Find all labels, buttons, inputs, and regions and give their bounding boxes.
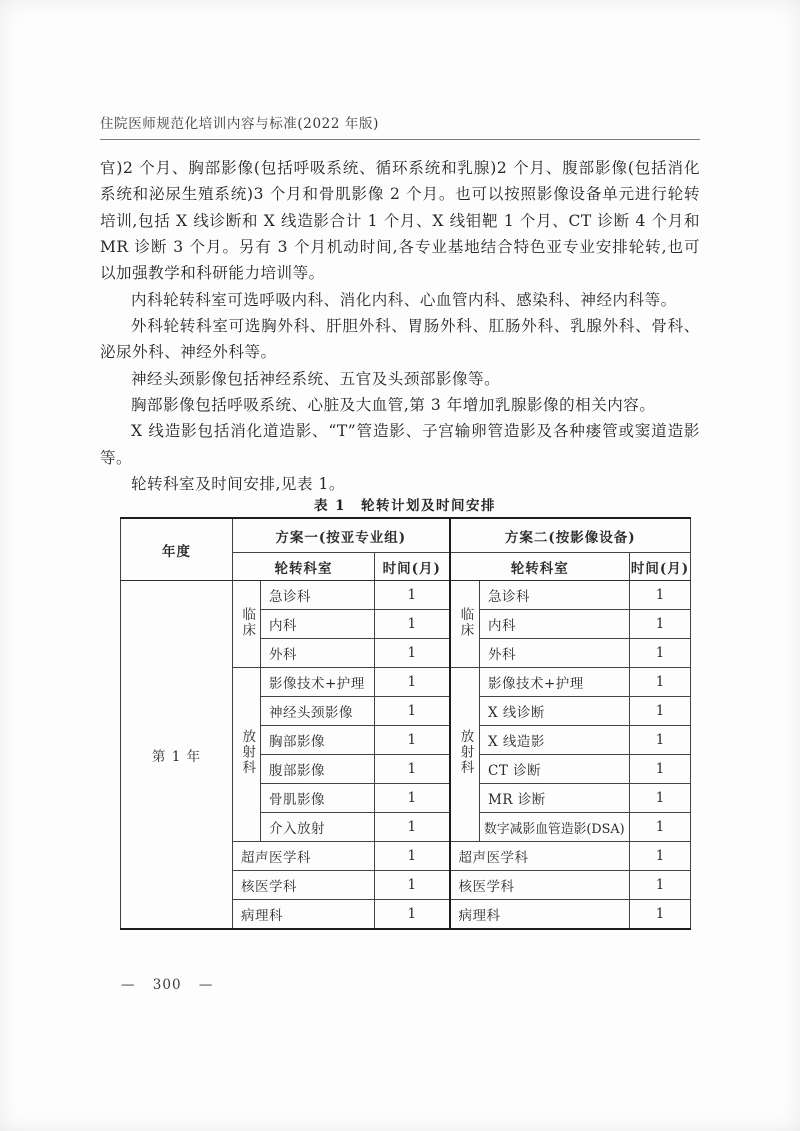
paragraph: X 线造影包括消化道造影、“T”管造影、子宫输卵管造影及各种瘘管或窦道造影等。 xyxy=(100,422,700,467)
time-cell: 1 xyxy=(375,639,450,668)
dept-cell: 急诊科 xyxy=(480,581,630,610)
time-cell: 1 xyxy=(630,813,691,842)
dept-cell: 胸部影像 xyxy=(261,726,375,755)
dept-cell: 超声医学科 xyxy=(233,842,375,871)
body-text xyxy=(100,155,700,497)
dept-cell: 数字减影血管造影(DSA) xyxy=(480,813,630,842)
time-cell: 1 xyxy=(375,697,450,726)
time-cell: 1 xyxy=(630,784,691,813)
paragraph: 官)2 个月、胸部影像(包括呼吸系统、循环系统和乳腺)2 个月、腹部影像(包括消化系统和泌尿生殖系统)3 个月和骨肌影像 2 个月。也可以按照影像设备单元进行轮转培训,包括 X 线诊断和 X 线造影合计 1 个月、X 线钼靶 1 个月、CT 诊断 4 个月和 MR 诊断 3 个月。另有 3 个月机动时间,各专业基地结合特色亚专业安排轮转,也可以加强教学和科研能力培训等。 xyxy=(100,159,700,283)
time-cell: 1 xyxy=(375,871,450,900)
time-cell: 1 xyxy=(630,610,691,639)
dept-cell: 核医学科 xyxy=(233,871,375,900)
dept-cell: 介入放射 xyxy=(261,813,375,842)
dept-cell: 影像技术+护理 xyxy=(480,668,630,697)
time-cell: 1 xyxy=(630,755,691,784)
plan1-dept-header-cell: 轮转科室 xyxy=(233,553,375,581)
plan2-dept-header-cell: 轮转科室 xyxy=(450,553,630,581)
dept-cell: 神经头颈影像 xyxy=(261,697,375,726)
page-number: — 300 — xyxy=(121,977,214,993)
time-cell: 1 xyxy=(375,900,450,930)
group-label: 临床 xyxy=(457,606,474,638)
plan2-group-radiology-cell xyxy=(450,668,480,842)
time-cell: 1 xyxy=(630,581,691,610)
time-cell: 1 xyxy=(630,842,691,871)
time-cell: 1 xyxy=(630,668,691,697)
time-cell: 1 xyxy=(375,726,450,755)
group-label: 放射科 xyxy=(457,729,474,776)
plan2-title-cell: 方案二(按影像设备) xyxy=(450,518,691,553)
time-cell: 1 xyxy=(630,900,691,930)
plan1-title-cell: 方案一(按亚专业组) xyxy=(233,518,450,553)
paragraph: 外科轮转科室可选胸外科、肝胆外科、胃肠外科、肛肠外科、乳腺外科、骨科、泌尿外科、神经外科等。 xyxy=(100,317,700,362)
dept-cell: 急诊科 xyxy=(261,581,375,610)
group-label: 放射科 xyxy=(239,729,256,776)
dept-cell: X 线诊断 xyxy=(480,697,630,726)
dept-cell: MR 诊断 xyxy=(480,784,630,813)
plan2-time-header-cell: 时间(月) xyxy=(630,553,691,581)
year-header-cell: 年度 xyxy=(121,518,233,581)
dept-cell: 外科 xyxy=(261,639,375,668)
plan1-group-clinical-cell xyxy=(233,581,261,668)
dept-cell: 内科 xyxy=(261,610,375,639)
dept-cell: 核医学科 xyxy=(450,871,630,900)
time-cell: 1 xyxy=(630,639,691,668)
table-row xyxy=(121,581,691,610)
dept-cell: 外科 xyxy=(480,639,630,668)
dept-cell: X 线造影 xyxy=(480,726,630,755)
paragraph: 神经头颈影像包括神经系统、五官及头颈部影像等。 xyxy=(131,369,501,388)
dept-cell: 影像技术+护理 xyxy=(261,668,375,697)
rotation-schedule-table xyxy=(120,517,691,930)
time-cell: 1 xyxy=(630,871,691,900)
time-cell: 1 xyxy=(375,842,450,871)
group-label: 临床 xyxy=(239,606,256,638)
time-cell: 1 xyxy=(375,581,450,610)
time-cell: 1 xyxy=(375,610,450,639)
time-cell: 1 xyxy=(375,784,450,813)
paragraph: 胸部影像包括呼吸系统、心脏及大血管,第 3 年增加乳腺影像的相关内容。 xyxy=(131,396,656,415)
header-rule xyxy=(100,139,700,140)
time-cell: 1 xyxy=(375,668,450,697)
dept-cell: CT 诊断 xyxy=(480,755,630,784)
plan1-time-header-cell: 时间(月) xyxy=(375,553,450,581)
table-header-row-1 xyxy=(121,518,691,553)
paragraph: 轮转科室及时间安排,见表 1。 xyxy=(131,475,345,494)
plan2-group-clinical-cell xyxy=(450,581,480,668)
dept-cell: 超声医学科 xyxy=(450,842,630,871)
dept-cell: 内科 xyxy=(480,610,630,639)
time-cell: 1 xyxy=(375,755,450,784)
plan1-group-radiology-cell xyxy=(233,668,261,842)
year-value-cell: 第 1 年 xyxy=(121,581,233,930)
dept-cell: 病理科 xyxy=(233,900,375,930)
time-cell: 1 xyxy=(375,813,450,842)
running-header: 住院医师规范化培训内容与标准(2022 年版) xyxy=(100,116,379,132)
table-caption: 表 1 轮转计划及时间安排 xyxy=(313,498,497,514)
time-cell: 1 xyxy=(630,697,691,726)
paragraph: 内科轮转科室可选呼吸内科、消化内科、心血管内科、感染科、神经内科等。 xyxy=(131,290,677,309)
dept-cell: 病理科 xyxy=(450,900,630,930)
dept-cell: 腹部影像 xyxy=(261,755,375,784)
dept-cell: 骨肌影像 xyxy=(261,784,375,813)
time-cell: 1 xyxy=(630,726,691,755)
